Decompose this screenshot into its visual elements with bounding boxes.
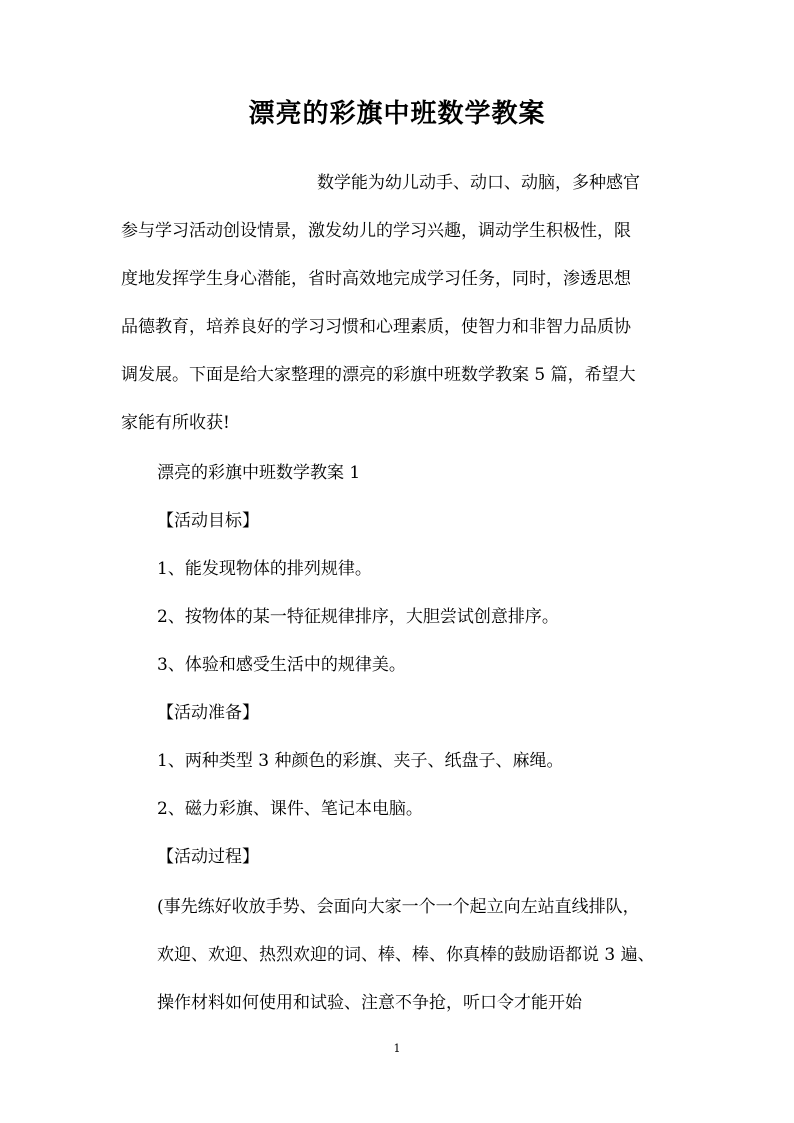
- intro-line: 品德教育，培养良好的学习习惯和心理素质，使智力和非智力品质协: [121, 317, 631, 337]
- intro-line: 调发展。下面是给大家整理的漂亮的彩旗中班数学教案 5 篇，希望大: [121, 365, 636, 385]
- process-line: 操作材料如何使用和试验、注意不争抢，听口令才能开始: [157, 993, 582, 1013]
- page-number: 1: [393, 1042, 401, 1055]
- intro-line: 家能有所收获!: [121, 413, 230, 433]
- section-title: 漂亮的彩旗中班数学教案 1: [157, 463, 361, 483]
- goal-item: 1、能发现物体的排列规律。: [157, 559, 372, 579]
- process-line: (事先练好收放手势、会面向大家一个一个起立向左站直线排队，: [157, 897, 640, 917]
- process-heading: 【活动过程】: [157, 847, 259, 867]
- prep-item: 2、磁力彩旗、课件、笔记本电脑。: [157, 799, 423, 819]
- goals-heading: 【活动目标】: [157, 511, 259, 531]
- document-title: 漂亮的彩旗中班数学教案: [248, 99, 546, 129]
- prep-item: 1、两种类型 3 种颜色的彩旗、夹子、纸盘子、麻绳。: [157, 751, 564, 771]
- goal-item: 3、体验和感受生活中的规律美。: [157, 655, 406, 675]
- intro-line: 度地发挥学生身心潜能，省时高效地完成学习任务，同时，渗透思想: [121, 269, 631, 289]
- process-line: 欢迎、欢迎、热烈欢迎的词、棒、棒、你真棒的鼓励语都说 3 遍、: [157, 945, 655, 965]
- prep-heading: 【活动准备】: [157, 703, 259, 723]
- goal-item: 2、按物体的某一特征规律排序，大胆尝试创意排序。: [157, 607, 559, 627]
- intro-line: 数学能为幼儿动手、动口、动脑，多种感官: [317, 173, 640, 193]
- intro-line: 参与学习活动创设情景，激发幼儿的学习兴趣，调动学生积极性，限: [121, 221, 631, 241]
